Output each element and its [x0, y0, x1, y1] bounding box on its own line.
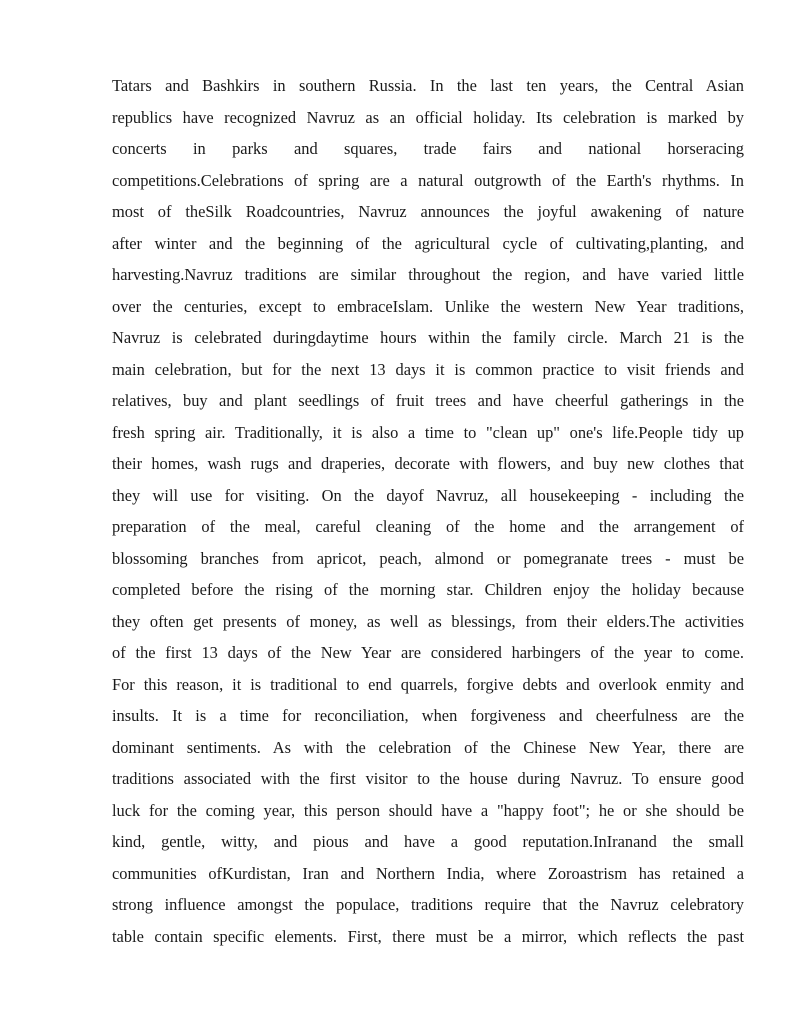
text-line: of the first 13 days of the New Year are considered harbingers of the year to come. [112, 643, 744, 662]
text-line: after winter and the beginning of the agricultural cycle of cultivating,planting, and [112, 233, 744, 253]
text-line: blossoming branches from apricot, peach, almond or pomegranate trees - must be [112, 548, 744, 568]
text-line: table contain specific elements. First, there must be a mirror, which reflects the past [112, 926, 744, 946]
text-line: concerts in parks and squares, trade fairs and national horseracing [112, 139, 744, 158]
text-line: relatives, buy and plant seedlings of fruit trees and have cheerful gatherings in the [112, 391, 744, 410]
text-line: Navruz is celebrated duringdaytime hours within the family circle. March 21 is the [112, 328, 744, 347]
text-line: luck for the coming year, this person should have a "happy foot"; he or she should be [112, 800, 744, 820]
text-line: dominant sentiments. As with the celebration of the Chinese New Year, there are [112, 737, 744, 757]
text-line: harvesting.Navruz traditions are similar throughout the region, and have varied little [112, 265, 744, 284]
text-line: insults. It is a time for reconciliation, when forgiveness and cheerfulness are the [112, 706, 744, 725]
text-line: communities ofKurdistan, Iran and Northern India, where Zoroastrism has retained a [112, 863, 744, 883]
text-line: For this reason, it is traditional to end quarrels, forgive debts and overlook enmity and [112, 674, 744, 694]
text-line: they will use for visiting. On the dayof Navruz, all housekeeping - including the [112, 485, 744, 505]
text-line: preparation of the meal, careful cleaning of the home and the arrangement of [112, 517, 744, 536]
text-line: main celebration, but for the next 13 days it is common practice to visit friends and [112, 359, 744, 379]
text-line: Tatars and Bashkirs in southern Russia. In the last ten years, the Central Asian [112, 76, 744, 95]
text-line: strong influence amongst the populace, traditions require that the Navruz celebratory [112, 895, 744, 914]
text-line: they often get presents of money, as well as blessings, from their elders.The activities [112, 611, 744, 631]
text-line: republics have recognized Navruz as an official holiday. Its celebration is marked by [112, 107, 744, 127]
text-line: kind, gentle, witty, and pious and have a good reputation.InIranand the small [112, 832, 744, 851]
text-line: competitions.Celebrations of spring are a natural outgrowth of the Earth's rhythms. In [112, 170, 744, 190]
text-line: completed before the rising of the morning star. Children enjoy the holiday because [112, 580, 744, 599]
text-line: fresh spring air. Traditionally, it is also a time to "clean up" one's life.People tidy up [112, 422, 744, 442]
text-line: traditions associated with the first visitor to the house during Navruz. To ensure good [112, 769, 744, 788]
text-line: their homes, wash rugs and draperies, decorate with flowers, and buy new clothes that [112, 454, 744, 473]
body-paragraph [112, 70, 744, 952]
text-line: most of theSilk Roadcountries, Navruz announces the joyful awakening of nature [112, 202, 744, 221]
text-line: over the centuries, except to embraceIslam. Unlike the western New Year traditions, [112, 296, 744, 316]
